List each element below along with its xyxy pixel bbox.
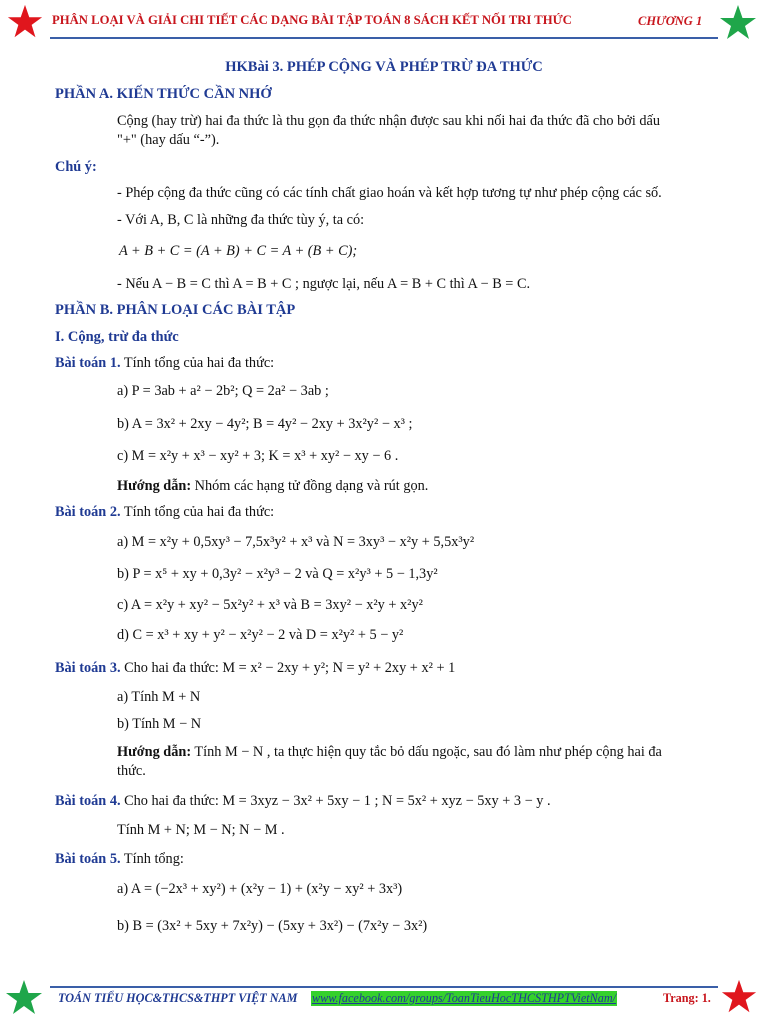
part-a-paragraph-cont: "+" (hay dấu “-”). — [117, 132, 220, 148]
problem-text: Tính tổng: — [120, 851, 184, 867]
hint-text: Nhóm các hạng tử đồng dạng và rút gọn. — [191, 478, 429, 494]
hint-line — [117, 478, 428, 495]
problem-text: Tính tổng của hai đa thức: — [120, 504, 275, 520]
problem-label: Bài toán 3. — [55, 660, 121, 676]
problem-label: Bài toán 5. — [55, 851, 121, 867]
note-line: - Nếu A − B = C thì A = B + C ; ngược lại, nếu A = B + C thì A − B = C. — [117, 276, 531, 292]
problem-item: b) A = 3x² + 2xy − 4y²; B = 4y² − 2xy + 3x²y² − x³ ; — [117, 416, 413, 432]
hint-text: Tính M − N , ta thực hiện quy tắc bỏ dấu ngoặc, sau đó làm như phép cộng hai đa — [191, 744, 662, 760]
part-a-paragraph: Cộng (hay trừ) hai đa thức là thu gọn đa thức nhận được sau khi nối hai đa thức đã cho bởi dấu — [117, 113, 661, 129]
hint-label: Hướng dẫn: — [117, 744, 192, 760]
page-number: Trang: 1. — [663, 991, 711, 1005]
part-a-heading: PHẦN A. KIẾN THỨC CẦN NHỚ — [55, 86, 272, 102]
subsection-heading: I. Cộng, trừ đa thức — [55, 329, 179, 345]
problem-item: d) C = x³ + xy + y² − x²y² − 2 và D = x²y² + 5 − y² — [117, 627, 404, 643]
problem-text: Cho hai đa thức: M = x² − 2xy + y²; N = y² + 2xy + x² + 1 — [120, 660, 456, 676]
note-label: Chú ý: — [55, 159, 97, 175]
problem-statement — [55, 851, 184, 868]
problem-statement — [55, 355, 274, 372]
red-star-icon — [6, 3, 44, 41]
problem-statement — [55, 793, 551, 810]
formula-line: A + B + C = (A + B) + C = A + (B + C); — [119, 243, 358, 259]
hint-line-cont: thức. — [117, 763, 146, 779]
note-line: - Với A, B, C là những đa thức tùy ý, ta có: — [117, 212, 365, 228]
red-star-icon — [720, 978, 758, 1016]
problem-item: a) Tính M + N — [117, 689, 201, 705]
problem-label: Bài toán 1. — [55, 355, 121, 371]
problem-statement — [55, 504, 274, 521]
lesson-title: HKBài 3. PHÉP CỘNG VÀ PHÉP TRỪ ĐA THỨC — [225, 59, 543, 75]
footer-title: TOÁN TIỂU HỌC&THCS&THPT VIỆT NAM — [58, 991, 298, 1005]
hint-line — [117, 744, 662, 761]
problem-text: Tính tổng của hai đa thức: — [120, 355, 275, 371]
header-divider — [50, 37, 718, 39]
problem-item: b) P = x⁵ + xy + 0,3y² − x²y³ − 2 và Q = x²y³ + 5 − 1,3y² — [117, 566, 438, 582]
problem-item: c) A = x²y + xy² − 5x²y² + x³ và B = 3xy² − x²y + x²y² — [117, 597, 423, 613]
problem-statement — [55, 660, 455, 677]
problem-label: Bài toán 2. — [55, 504, 121, 520]
part-b-heading: PHẦN B. PHÂN LOẠI CÁC BÀI TẬP — [55, 302, 296, 318]
footer-facebook-link[interactable]: www.facebook.com/groups/ToanTieuHocTHCSTHPTVietNam/ — [312, 991, 617, 1005]
problem-item: b) B = (3x² + 5xy + 7x²y) − (5xy + 3x²) − (7x²y − 3x²) — [117, 918, 428, 934]
footer-divider — [50, 986, 718, 988]
green-star-icon — [718, 3, 758, 43]
problem-item: a) A = (−2x³ + xy²) + (x²y − 1) + (x²y − xy² + 3x³) — [117, 881, 403, 897]
problem-item: a) M = x²y + 0,5xy³ − 7,5x³y² + x³ và N = 3xy³ − x²y + 5,5x³y² — [117, 534, 475, 550]
problem-item: b) Tính M − N — [117, 716, 202, 732]
hint-label: Hướng dẫn: — [117, 478, 192, 494]
problem-text: Cho hai đa thức: M = 3xyz − 3x² + 5xy − 1 ; N = 5x² + xyz − 5xy + 3 − y . — [120, 793, 551, 809]
header-title: PHÂN LOẠI VÀ GIẢI CHI TIẾT CÁC DẠNG BÀI TẬP TOÁN 8 SÁCH KẾT NỐI TRI THỨC — [52, 13, 572, 27]
note-line: - Phép cộng đa thức cũng có các tính chất giao hoán và kết hợp tương tự như phép cộng các số. — [117, 185, 662, 201]
problem-item: c) M = x²y + x³ − xy² + 3; K = x³ + xy² − xy − 6 . — [117, 448, 399, 464]
problem-label: Bài toán 4. — [55, 793, 121, 809]
green-star-icon — [4, 978, 44, 1018]
header-chapter: CHƯƠNG 1 — [638, 14, 703, 28]
problem-item: a) P = 3ab + a² − 2b²; Q = 2a² − 3ab ; — [117, 383, 329, 399]
problem-item: Tính M + N; M − N; N − M . — [117, 822, 285, 838]
